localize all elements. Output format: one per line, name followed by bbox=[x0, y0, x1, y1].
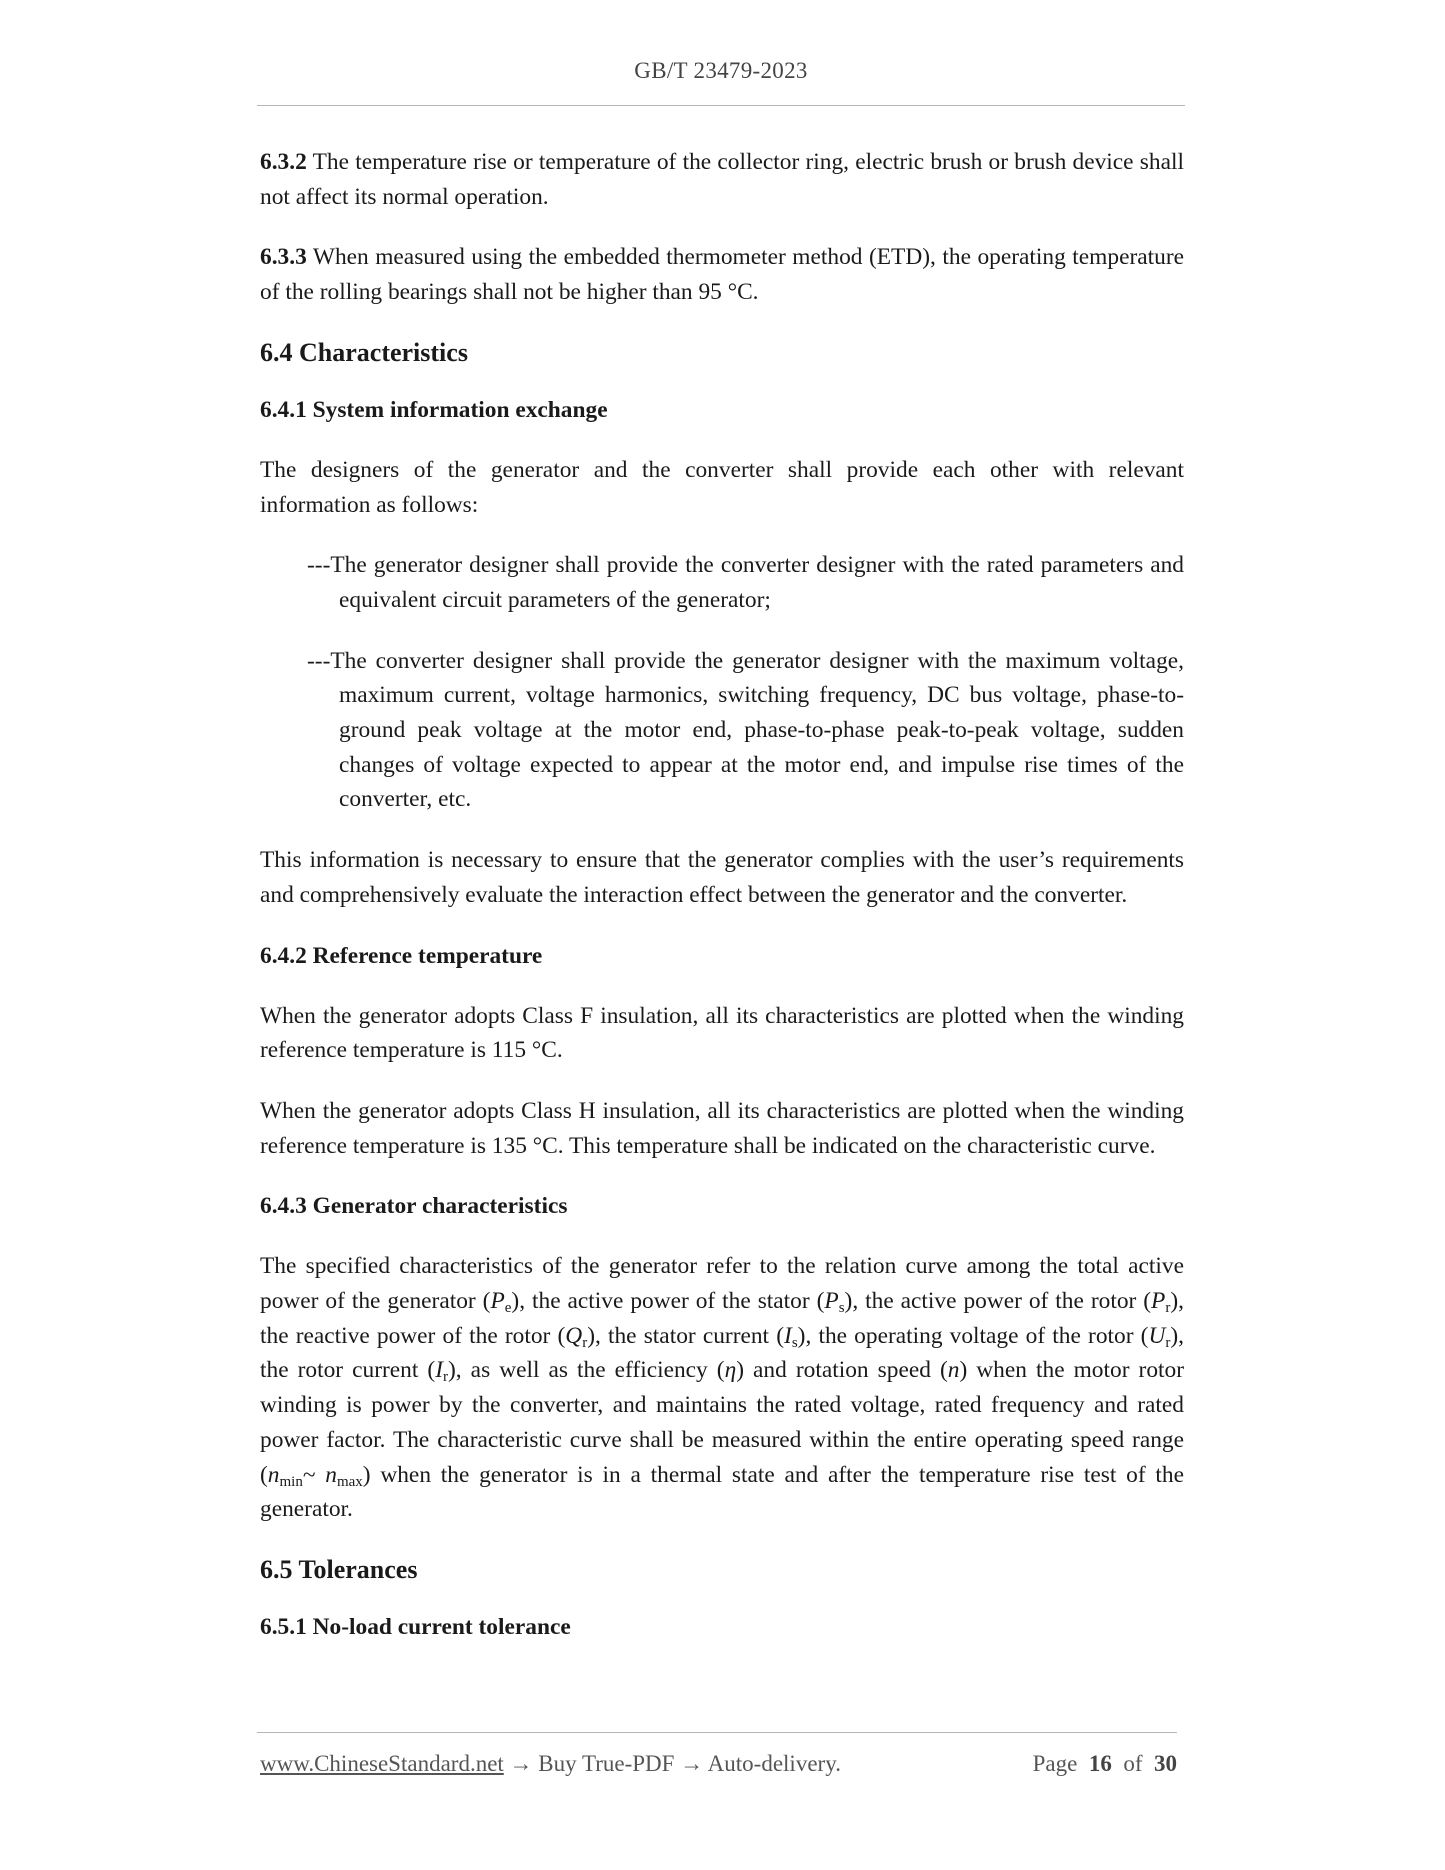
footer-divider bbox=[257, 1732, 1177, 1733]
text-run: ), the active power of the rotor ( bbox=[844, 1288, 1152, 1315]
delivery-text: Auto-delivery. bbox=[707, 1751, 841, 1776]
clause-number: 6.3.2 bbox=[260, 149, 307, 175]
paragraph: The designers of the generator and the converter shall provide each other with relevant information as follows: bbox=[260, 456, 1184, 518]
text-run: ), the reactive power of the rotor ( bbox=[260, 1288, 1184, 1349]
clause-6-3-2 bbox=[260, 145, 1184, 214]
heading-6-4-3: 6.4.3 Generator characteristics bbox=[260, 1193, 568, 1220]
text-run: ), as well as the efficiency ( bbox=[448, 1357, 725, 1384]
site-link[interactable]: www.ChineseStandard.net bbox=[260, 1751, 504, 1776]
header-divider bbox=[257, 105, 1185, 106]
symbol: I bbox=[435, 1357, 443, 1384]
text-run: ) when the motor rotor winding is power by the converter, and maintains the rated voltage, rated frequency and rated power factor. The characteristic curve shall be measured within the entire operating speed range ( bbox=[260, 1357, 1185, 1488]
subscript: r bbox=[582, 1334, 588, 1351]
symbol: P bbox=[1151, 1288, 1166, 1315]
list-item: ---The generator designer shall provide the converter designer with the rated parameters and equivalent circuit parameters of the generator; bbox=[307, 552, 1184, 613]
text-run: ), the active power of the stator ( bbox=[511, 1288, 825, 1315]
symbol: U bbox=[1148, 1322, 1166, 1349]
buy-text: Buy True-PDF bbox=[538, 1751, 675, 1776]
page-indicator bbox=[1033, 1751, 1177, 1777]
symbol: P bbox=[824, 1288, 839, 1315]
paragraph: When the generator adopts Class H insulation, all its characteristics are plotted when the winding reference temperature is 135 °C. This temperature shall be indicated on the characteristic curve. bbox=[260, 1097, 1184, 1159]
heading-6-5-1: 6.5.1 No-load current tolerance bbox=[260, 1613, 571, 1640]
heading-6-4-2: 6.4.2 Reference temperature bbox=[260, 942, 543, 969]
clause-6-3-3 bbox=[260, 240, 1184, 309]
text-run: ~ bbox=[302, 1461, 326, 1488]
of-label: of bbox=[1123, 1751, 1143, 1776]
page-number: 16 bbox=[1088, 1751, 1112, 1776]
subscript: s bbox=[791, 1334, 798, 1351]
paragraph-generator-characteristics bbox=[260, 1249, 1184, 1527]
text-run: ) when the generator is in a thermal state and after the temperature rise test of the generator. bbox=[260, 1461, 1184, 1523]
clause-text: The temperature rise or temperature of the collector ring, electric brush or brush device shall not affect its normal operation. bbox=[260, 149, 1184, 210]
document-body bbox=[260, 145, 1184, 1670]
text-run: ), the rotor current ( bbox=[260, 1322, 1184, 1384]
clause-number: 6.3.3 bbox=[260, 244, 307, 271]
symbol: n bbox=[947, 1357, 960, 1384]
page-label: Page bbox=[1032, 1751, 1078, 1776]
list-item: ---The converter designer shall provide the generator designer with the maximum voltage, maximum current, voltage harmonics, switching frequency, DC bus voltage, phase-to-ground peak voltage at the motor end, phase-to-phase peak-to-peak voltage, sudden changes of voltage expected to appear at the motor end, and impulse rise times of the converter, etc. bbox=[307, 647, 1184, 813]
symbol: η bbox=[724, 1357, 737, 1384]
subscript: s bbox=[838, 1300, 845, 1317]
subscript: min bbox=[279, 1473, 303, 1490]
heading-6-4: 6.4 Characteristics bbox=[260, 337, 468, 367]
page-footer bbox=[260, 1751, 1177, 1777]
symbol: n bbox=[267, 1461, 280, 1488]
heading-6-4-1: 6.4.1 System information exchange bbox=[260, 396, 608, 423]
arrow-icon: → bbox=[680, 1751, 704, 1776]
subscript: r bbox=[1165, 1300, 1171, 1317]
text-run: The specified characteristics of the generator refer to the relation curve among the total active power of the generator ( bbox=[260, 1253, 1184, 1315]
paragraph: This information is necessary to ensure that the generator complies with the user’s requirements and comprehensively evaluate the interaction effect between the generator and the converter. bbox=[260, 847, 1184, 908]
text-run: ) and rotation speed ( bbox=[736, 1357, 948, 1384]
page-header: GB/T 23479-2023 bbox=[634, 58, 808, 83]
subscript: r bbox=[1165, 1334, 1171, 1351]
symbol: P bbox=[490, 1288, 505, 1315]
text-run: ), the stator current ( bbox=[587, 1322, 785, 1349]
heading-6-5: 6.5 Tolerances bbox=[260, 1554, 418, 1584]
subscript: r bbox=[443, 1369, 448, 1386]
arrow-icon: → bbox=[509, 1751, 533, 1776]
clause-text: When measured using the embedded thermometer method (ETD), the operating temperature of the rolling bearings shall not be higher than 95 °C. bbox=[260, 244, 1184, 306]
symbol: Q bbox=[565, 1322, 583, 1349]
total-pages: 30 bbox=[1154, 1751, 1177, 1776]
text-run: ), the operating voltage of the rotor ( bbox=[797, 1322, 1149, 1349]
symbol: I bbox=[784, 1322, 792, 1349]
paragraph: When the generator adopts Class F insulation, all its characteristics are plotted when the winding reference temperature is 115 °C. bbox=[260, 1002, 1184, 1064]
subscript: e bbox=[504, 1300, 512, 1317]
subscript: max bbox=[336, 1473, 363, 1490]
symbol: n bbox=[325, 1461, 337, 1488]
